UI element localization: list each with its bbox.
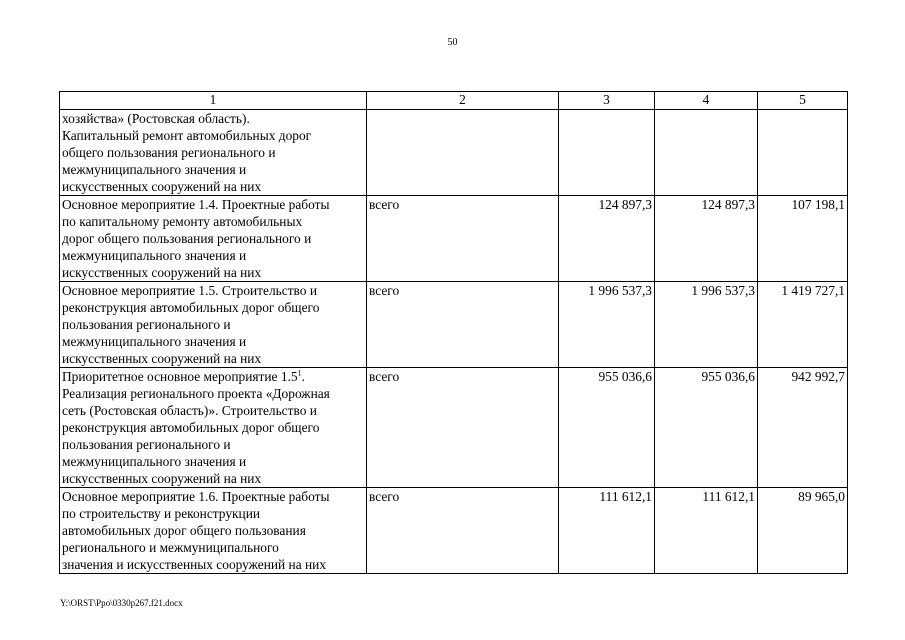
row-type: всего xyxy=(367,282,559,368)
table-row xyxy=(60,110,848,196)
row-value-col4: 1 996 537,3 xyxy=(655,282,758,368)
row-type xyxy=(367,110,559,196)
row-value-col3: 124 897,3 xyxy=(559,196,655,282)
row-value-col3: 111 612,1 xyxy=(559,488,655,574)
table-row xyxy=(60,368,848,488)
row-type: всего xyxy=(367,368,559,488)
row-value-col5 xyxy=(758,110,848,196)
row-value-col4: 955 036,6 xyxy=(655,368,758,488)
page-number: 50 xyxy=(447,37,458,48)
header-col-5: 5 xyxy=(758,92,848,110)
row-type: всего xyxy=(367,488,559,574)
footer-file-path: Y:\ORST\Ppo\0330p267.f21.docx xyxy=(60,598,183,608)
row-description: Основное мероприятие 1.4. Проектные работы по капитальному ремонту автомобильных дорог общего пользования регионального и межмуниципального значения и искусственных сооружений на них xyxy=(60,196,367,282)
header-col-2: 2 xyxy=(367,92,559,110)
row-description: хозяйства» (Ростовская область). Капитальный ремонт автомобильных дорог общего пользования регионального и межмуниципального значения и искусственных сооружений на них xyxy=(60,110,367,196)
row-value-col3 xyxy=(559,110,655,196)
header-row xyxy=(60,92,848,110)
row-value-col3: 955 036,6 xyxy=(559,368,655,488)
row-value-col5: 107 198,1 xyxy=(758,196,848,282)
row-value-col5: 942 992,7 xyxy=(758,368,848,488)
row-description: Основное мероприятие 1.6. Проектные работы по строительству и реконструкции автомобильных дорог общего пользования регионального и межмуниципального значения и искусственных сооружений на них xyxy=(60,488,367,574)
table-row xyxy=(60,488,848,574)
row-value-col4 xyxy=(655,110,758,196)
row-type: всего xyxy=(367,196,559,282)
footnote-marker: 1 xyxy=(297,368,302,378)
row-value-col4: 124 897,3 xyxy=(655,196,758,282)
header-col-3: 3 xyxy=(559,92,655,110)
row-description: Приоритетное основное мероприятие $1.5^1$. Реализация регионального проекта «Дорожная сеть (Ростовская область)». Строительство и реконструкция автомобильных дорог общего пользования регионального и межмуниципального значения и искусственных сооружений на них xyxy=(60,368,367,488)
table-row xyxy=(60,282,848,368)
row-value-col4: 111 612,1 xyxy=(655,488,758,574)
row-value-col3: 1 996 537,3 xyxy=(559,282,655,368)
row-value-col5: 1 419 727,1 xyxy=(758,282,848,368)
budget-table xyxy=(59,91,848,574)
row-value-col5: 89 965,0 xyxy=(758,488,848,574)
header-col-4: 4 xyxy=(655,92,758,110)
table-row xyxy=(60,196,848,282)
row-description: Основное мероприятие 1.5. Строительство и реконструкция автомобильных дорог общего пользования регионального и межмуниципального значения и искусственных сооружений на них xyxy=(60,282,367,368)
header-col-1: 1 xyxy=(60,92,367,110)
